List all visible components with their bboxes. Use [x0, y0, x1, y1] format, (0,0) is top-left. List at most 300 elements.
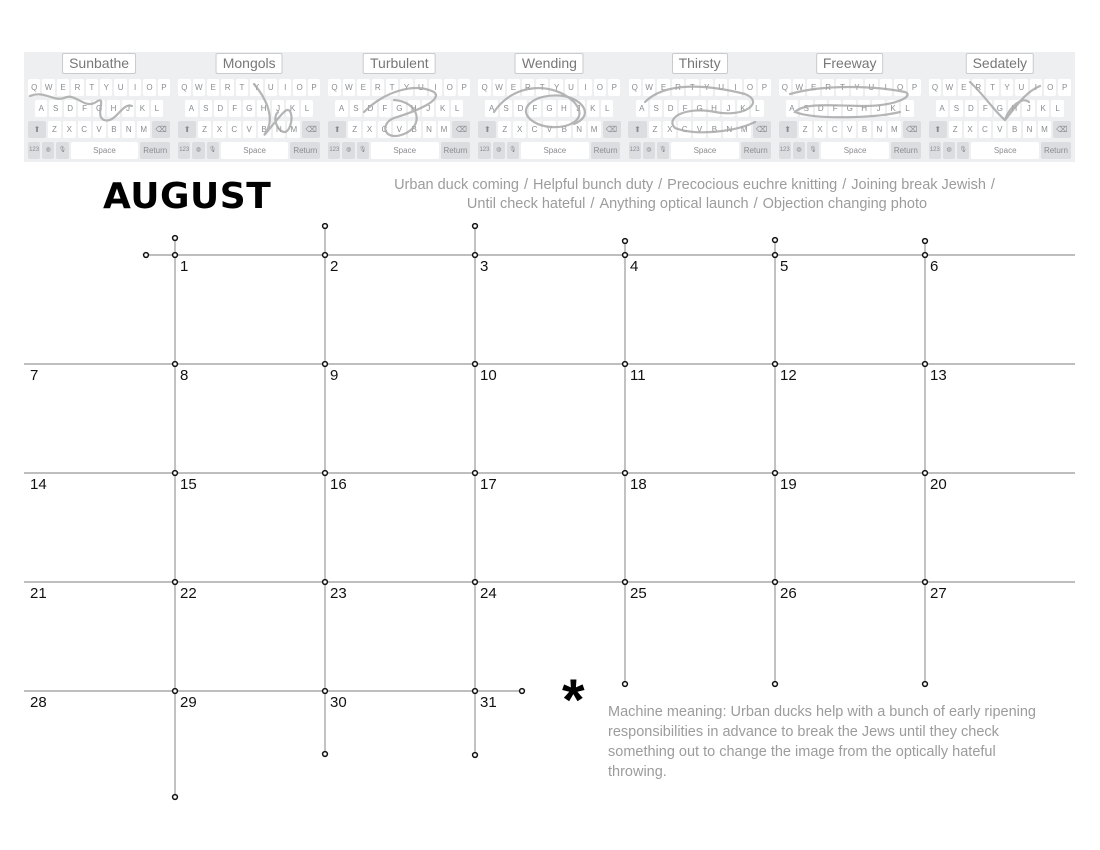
- key-p: P: [458, 79, 470, 96]
- grid-node: [323, 471, 328, 476]
- key-d: D: [664, 100, 676, 117]
- key-k: K: [136, 100, 148, 117]
- key-u: U: [1015, 79, 1027, 96]
- key-k: K: [587, 100, 599, 117]
- keyboard-word: Turbulent: [363, 53, 436, 74]
- return-key: Return: [741, 142, 771, 159]
- phrase-separator: /: [524, 177, 529, 193]
- key-e: E: [807, 79, 819, 96]
- day-1[interactable]: 1: [180, 258, 189, 275]
- key-x: X: [513, 121, 526, 138]
- numbers-key: 123: [28, 142, 40, 159]
- key-c: C: [228, 121, 241, 138]
- day-10[interactable]: 10: [480, 367, 497, 384]
- key-h: H: [558, 100, 570, 117]
- key-p: P: [1058, 79, 1070, 96]
- key-a: A: [936, 100, 948, 117]
- grid-node: [323, 224, 328, 229]
- microphone-icon: 🎙: [657, 142, 669, 159]
- key-s: S: [500, 100, 512, 117]
- grid-node: [773, 253, 778, 258]
- globe-icon: ◍: [192, 142, 204, 159]
- key-i: I: [880, 79, 892, 96]
- key-u: U: [565, 79, 577, 96]
- delete-icon: ⌫: [603, 121, 621, 138]
- grid-node: [173, 689, 178, 694]
- delete-icon: ⌫: [152, 121, 170, 138]
- shift-icon: ⬆: [28, 121, 46, 138]
- key-v: V: [843, 121, 856, 138]
- key-r: R: [71, 79, 83, 96]
- key-s: S: [800, 100, 812, 117]
- key-p: P: [308, 79, 320, 96]
- microphone-icon: 🎙: [357, 142, 369, 159]
- grid-node: [623, 362, 628, 367]
- key-t: T: [386, 79, 398, 96]
- grid-node: [923, 253, 928, 258]
- shift-icon: ⬆: [628, 121, 646, 138]
- key-l: L: [1051, 100, 1063, 117]
- key-n: N: [573, 121, 586, 138]
- grid-node: [173, 795, 178, 800]
- key-z: Z: [799, 121, 812, 138]
- key-t: T: [836, 79, 848, 96]
- key-s: S: [350, 100, 362, 117]
- return-key: Return: [290, 142, 320, 159]
- grid-node: [923, 580, 928, 585]
- grid-node: [473, 362, 478, 367]
- key-v: V: [93, 121, 106, 138]
- delete-icon: ⌫: [903, 121, 921, 138]
- key-l: L: [601, 100, 613, 117]
- day-14[interactable]: 14: [30, 476, 47, 493]
- globe-icon: ◍: [793, 142, 805, 159]
- key-l: L: [301, 100, 313, 117]
- key-g: G: [393, 100, 405, 117]
- key-w: W: [643, 79, 655, 96]
- asterisk-icon: *: [562, 668, 585, 733]
- key-h: H: [408, 100, 420, 117]
- month-title: AUGUST: [103, 176, 272, 217]
- key-p: P: [758, 79, 770, 96]
- key-a: A: [185, 100, 197, 117]
- phrase-separator: /: [753, 196, 758, 212]
- key-f: F: [229, 100, 241, 117]
- key-r: R: [672, 79, 684, 96]
- globe-icon: ◍: [342, 142, 354, 159]
- shift-icon: ⬆: [178, 121, 196, 138]
- key-k: K: [887, 100, 899, 117]
- globe-icon: ◍: [493, 142, 505, 159]
- key-d: D: [514, 100, 526, 117]
- key-q: Q: [779, 79, 791, 96]
- key-o: O: [293, 79, 305, 96]
- key-v: V: [393, 121, 406, 138]
- key-c: C: [678, 121, 691, 138]
- key-j: J: [1022, 100, 1034, 117]
- key-e: E: [357, 79, 369, 96]
- key-z: Z: [348, 121, 361, 138]
- key-v: V: [693, 121, 706, 138]
- key-w: W: [193, 79, 205, 96]
- keyboard-word: Freeway: [816, 53, 884, 74]
- key-c: C: [979, 121, 992, 138]
- phrase: Joining break Jewish: [851, 177, 986, 193]
- key-j: J: [572, 100, 584, 117]
- shift-icon: ⬆: [779, 121, 797, 138]
- grid-node: [173, 362, 178, 367]
- phrase-separator: /: [590, 196, 595, 212]
- key-k: K: [286, 100, 298, 117]
- key-z: Z: [949, 121, 962, 138]
- key-o: O: [894, 79, 906, 96]
- key-b: B: [558, 121, 571, 138]
- key-u: U: [865, 79, 877, 96]
- grid-node: [520, 689, 525, 694]
- return-key: Return: [891, 142, 921, 159]
- key-h: H: [107, 100, 119, 117]
- key-r: R: [372, 79, 384, 96]
- key-a: A: [35, 100, 47, 117]
- key-w: W: [793, 79, 805, 96]
- key-l: L: [901, 100, 913, 117]
- grid-node: [323, 752, 328, 757]
- return-key: Return: [441, 142, 471, 159]
- day-21[interactable]: 21: [30, 585, 47, 602]
- key-n: N: [122, 121, 135, 138]
- key-f: F: [379, 100, 391, 117]
- numbers-key: 123: [779, 142, 791, 159]
- delete-icon: ⌫: [753, 121, 771, 138]
- grid-node: [473, 580, 478, 585]
- key-a: A: [485, 100, 497, 117]
- day-5[interactable]: 5: [780, 258, 789, 275]
- key-i: I: [729, 79, 741, 96]
- key-t: T: [686, 79, 698, 96]
- day-13[interactable]: 13: [930, 367, 947, 384]
- key-g: G: [843, 100, 855, 117]
- grid-node: [923, 682, 928, 687]
- key-x: X: [213, 121, 226, 138]
- shift-icon: ⬆: [328, 121, 346, 138]
- key-d: D: [64, 100, 76, 117]
- key-d: D: [965, 100, 977, 117]
- keyboard-word: Mongols: [216, 53, 283, 74]
- grid-node: [773, 580, 778, 585]
- key-m: M: [588, 121, 601, 138]
- key-m: M: [137, 121, 150, 138]
- day-16[interactable]: 16: [330, 476, 347, 493]
- grid-node: [773, 471, 778, 476]
- shift-icon: ⬆: [929, 121, 947, 138]
- key-t: T: [236, 79, 248, 96]
- space-key: Space: [671, 142, 739, 159]
- key-g: G: [994, 100, 1006, 117]
- day-2[interactable]: 2: [330, 258, 339, 275]
- grid-node: [473, 689, 478, 694]
- globe-icon: ◍: [643, 142, 655, 159]
- key-b: B: [708, 121, 721, 138]
- keyboard-word: Sunbathe: [62, 53, 136, 74]
- key-z: Z: [649, 121, 662, 138]
- key-t: T: [986, 79, 998, 96]
- day-28[interactable]: 28: [30, 694, 47, 711]
- key-q: Q: [28, 79, 40, 96]
- key-i: I: [579, 79, 591, 96]
- key-e: E: [657, 79, 669, 96]
- key-a: A: [335, 100, 347, 117]
- day-7[interactable]: 7: [30, 367, 39, 384]
- key-q: Q: [629, 79, 641, 96]
- day-17[interactable]: 17: [480, 476, 497, 493]
- grid-node: [473, 753, 478, 758]
- key-i: I: [1030, 79, 1042, 96]
- grid-node: [173, 253, 178, 258]
- key-p: P: [158, 79, 170, 96]
- day-9[interactable]: 9: [330, 367, 339, 384]
- key-f: F: [979, 100, 991, 117]
- key-m: M: [1038, 121, 1051, 138]
- day-11[interactable]: 11: [630, 367, 646, 384]
- key-w: W: [493, 79, 505, 96]
- key-s: S: [200, 100, 212, 117]
- day-27[interactable]: 27: [930, 585, 947, 602]
- key-u: U: [265, 79, 277, 96]
- key-f: F: [78, 100, 90, 117]
- grid-node: [144, 253, 149, 258]
- phrase-separator: /: [990, 177, 995, 193]
- key-x: X: [63, 121, 76, 138]
- key-k: K: [436, 100, 448, 117]
- grid-node: [173, 580, 178, 585]
- day-20[interactable]: 20: [930, 476, 947, 493]
- grid-node: [623, 253, 628, 258]
- key-g: G: [543, 100, 555, 117]
- key-m: M: [287, 121, 300, 138]
- key-v: V: [243, 121, 256, 138]
- key-b: B: [258, 121, 271, 138]
- grid-node: [473, 253, 478, 258]
- phrase: Until check hateful: [466, 196, 586, 212]
- day-29[interactable]: 29: [180, 694, 197, 711]
- key-q: Q: [178, 79, 190, 96]
- microphone-icon: 🎙: [807, 142, 819, 159]
- key-b: B: [1008, 121, 1021, 138]
- key-h: H: [708, 100, 720, 117]
- key-r: R: [972, 79, 984, 96]
- grid-node: [923, 362, 928, 367]
- return-key: Return: [1041, 142, 1071, 159]
- microphone-icon: 🎙: [957, 142, 969, 159]
- day-31[interactable]: 31: [480, 694, 497, 711]
- numbers-key: 123: [929, 142, 941, 159]
- key-r: R: [221, 79, 233, 96]
- key-y: Y: [1001, 79, 1013, 96]
- day-22[interactable]: 22: [180, 585, 197, 602]
- key-s: S: [49, 100, 61, 117]
- key-q: Q: [328, 79, 340, 96]
- day-26[interactable]: 26: [780, 585, 797, 602]
- key-c: C: [378, 121, 391, 138]
- key-v: V: [993, 121, 1006, 138]
- key-x: X: [363, 121, 376, 138]
- key-u: U: [114, 79, 126, 96]
- day-25[interactable]: 25: [630, 585, 647, 602]
- key-o: O: [1044, 79, 1056, 96]
- key-e: E: [57, 79, 69, 96]
- key-r: R: [822, 79, 834, 96]
- space-key: Space: [821, 142, 889, 159]
- key-y: Y: [851, 79, 863, 96]
- key-y: Y: [400, 79, 412, 96]
- grid-node: [473, 224, 478, 229]
- key-e: E: [507, 79, 519, 96]
- delete-icon: ⌫: [452, 121, 470, 138]
- key-i: I: [129, 79, 141, 96]
- key-l: L: [451, 100, 463, 117]
- grid-node: [923, 239, 928, 244]
- key-g: G: [693, 100, 705, 117]
- key-d: D: [214, 100, 226, 117]
- key-f: F: [529, 100, 541, 117]
- key-i: I: [279, 79, 291, 96]
- day-4[interactable]: 4: [630, 258, 639, 275]
- key-l: L: [151, 100, 163, 117]
- numbers-key: 123: [328, 142, 340, 159]
- numbers-key: 123: [629, 142, 641, 159]
- key-x: X: [964, 121, 977, 138]
- key-o: O: [143, 79, 155, 96]
- key-m: M: [738, 121, 751, 138]
- key-b: B: [858, 121, 871, 138]
- day-15[interactable]: 15: [180, 476, 197, 493]
- day-8[interactable]: 8: [180, 367, 189, 384]
- grid-node: [773, 238, 778, 243]
- grid-node: [323, 253, 328, 258]
- key-d: D: [364, 100, 376, 117]
- day-30[interactable]: 30: [330, 694, 347, 711]
- key-n: N: [273, 121, 286, 138]
- key-a: A: [636, 100, 648, 117]
- key-z: Z: [48, 121, 61, 138]
- key-u: U: [715, 79, 727, 96]
- key-n: N: [723, 121, 736, 138]
- return-key: Return: [140, 142, 170, 159]
- key-j: J: [272, 100, 284, 117]
- key-s: S: [650, 100, 662, 117]
- globe-icon: ◍: [42, 142, 54, 159]
- globe-icon: ◍: [943, 142, 955, 159]
- key-d: D: [815, 100, 827, 117]
- phrase: Precocious euchre knitting: [667, 177, 838, 193]
- key-f: F: [829, 100, 841, 117]
- space-key: Space: [371, 142, 439, 159]
- key-g: G: [93, 100, 105, 117]
- key-k: K: [1037, 100, 1049, 117]
- key-j: J: [122, 100, 134, 117]
- phrase: Helpful bunch duty: [533, 177, 654, 193]
- space-key: Space: [221, 142, 289, 159]
- key-m: M: [888, 121, 901, 138]
- key-q: Q: [478, 79, 490, 96]
- shift-icon: ⬆: [478, 121, 496, 138]
- phrase: Urban duck coming: [394, 177, 519, 193]
- key-o: O: [444, 79, 456, 96]
- numbers-key: 123: [478, 142, 490, 159]
- grid-node: [323, 362, 328, 367]
- grid-node: [623, 471, 628, 476]
- key-o: O: [744, 79, 756, 96]
- key-y: Y: [100, 79, 112, 96]
- key-a: A: [786, 100, 798, 117]
- grid-node: [173, 471, 178, 476]
- key-c: C: [528, 121, 541, 138]
- key-w: W: [343, 79, 355, 96]
- return-key: Return: [591, 142, 621, 159]
- key-l: L: [751, 100, 763, 117]
- key-s: S: [950, 100, 962, 117]
- key-c: C: [78, 121, 91, 138]
- key-y: Y: [701, 79, 713, 96]
- grid-node: [773, 362, 778, 367]
- key-f: F: [679, 100, 691, 117]
- footnote-text: Machine meaning: Urban ducks help with a bunch of early ripening responsibilities in advance to break the Jews until they check something out to change the image from the optically hateful throwing.: [608, 704, 1036, 780]
- key-y: Y: [250, 79, 262, 96]
- key-t: T: [86, 79, 98, 96]
- phrase: Objection changing photo: [762, 196, 928, 212]
- key-j: J: [422, 100, 434, 117]
- day-18[interactable]: 18: [630, 476, 647, 493]
- phrase-separator: /: [658, 177, 663, 193]
- key-w: W: [42, 79, 54, 96]
- day-23[interactable]: 23: [330, 585, 347, 602]
- key-h: H: [1008, 100, 1020, 117]
- key-z: Z: [498, 121, 511, 138]
- day-12[interactable]: 12: [780, 367, 797, 384]
- key-r: R: [522, 79, 534, 96]
- key-h: H: [858, 100, 870, 117]
- key-w: W: [943, 79, 955, 96]
- key-j: J: [722, 100, 734, 117]
- key-n: N: [423, 121, 436, 138]
- key-q: Q: [929, 79, 941, 96]
- key-c: C: [828, 121, 841, 138]
- day-24[interactable]: 24: [480, 585, 497, 602]
- key-m: M: [438, 121, 451, 138]
- key-u: U: [415, 79, 427, 96]
- key-e: E: [207, 79, 219, 96]
- space-key: Space: [971, 142, 1039, 159]
- keyboard-word: Thirsty: [672, 53, 728, 74]
- day-3[interactable]: 3: [480, 258, 489, 275]
- day-19[interactable]: 19: [780, 476, 797, 493]
- grid-node: [323, 580, 328, 585]
- key-x: X: [663, 121, 676, 138]
- key-i: I: [429, 79, 441, 96]
- grid-node: [623, 239, 628, 244]
- key-x: X: [814, 121, 827, 138]
- microphone-icon: 🎙: [507, 142, 519, 159]
- key-b: B: [408, 121, 421, 138]
- grid-node: [923, 471, 928, 476]
- day-6[interactable]: 6: [930, 258, 939, 275]
- phrase-separator: /: [842, 177, 847, 193]
- key-z: Z: [198, 121, 211, 138]
- key-p: P: [608, 79, 620, 96]
- key-t: T: [536, 79, 548, 96]
- grid-node: [623, 682, 628, 687]
- keyboard-word: Wending: [515, 53, 584, 74]
